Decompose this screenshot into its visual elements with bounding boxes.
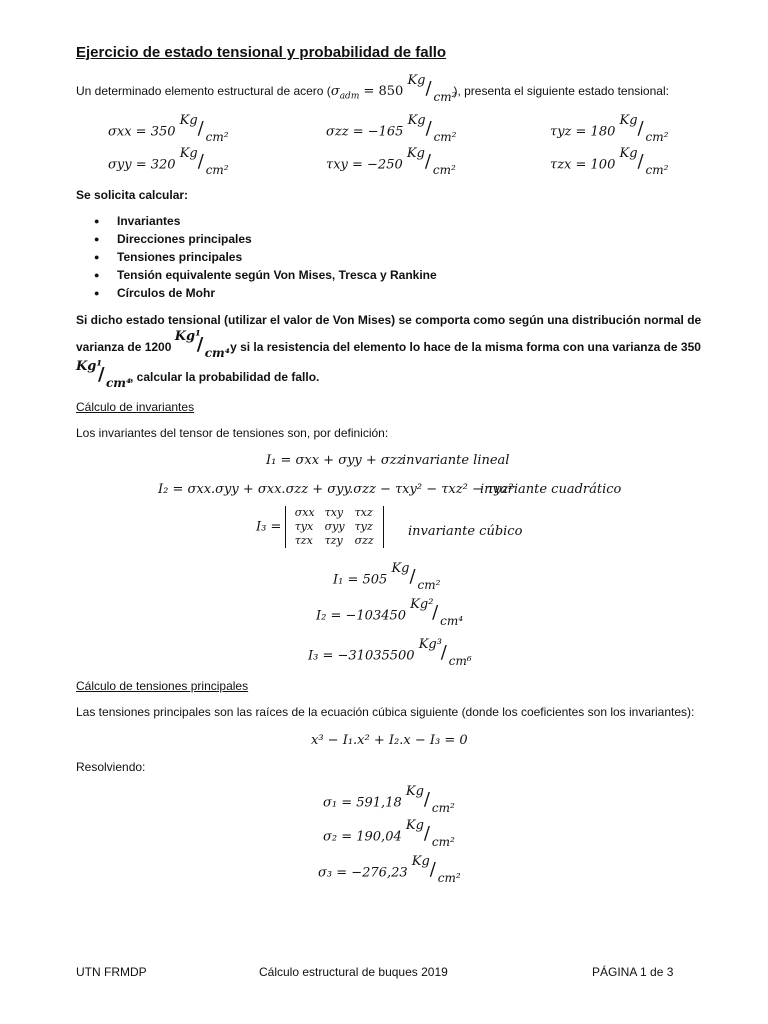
intro-text-after: ), presenta el siguiente estado tensional: <box>453 84 669 99</box>
unit-kg-cm2: Kg / cm² <box>407 73 457 104</box>
cubic-equation: x³ − I₁.x² + I₂.x − I₃ = 0 <box>311 733 468 748</box>
i2-equation: I₂ = σxx.σyy + σxx.σzz + σyy.σzz − τxy² − τxz² − τyz² <box>158 482 514 497</box>
prob-line-3: Kg¹ / cm⁴ , calcular la probabilidad de fallo. <box>76 359 320 390</box>
principal-text: Las tensiones principales son las raíces de la ecuación cúbica siguiente (donde los coeficientes son los invariantes): <box>76 705 695 719</box>
footer-page-number: PÁGINA 1 de 3 <box>592 965 674 979</box>
list-item: ● Tensión equivalente según Von Mises, Tresca y Rankine <box>76 266 437 284</box>
list-item: ● Direcciones principales <box>76 230 437 248</box>
list-item: ● Invariantes <box>76 212 437 230</box>
request-list <box>76 212 437 302</box>
stress-syy: σyy = 320 Kg / cm² <box>108 146 229 177</box>
i1-equation: I₁ = σxx + σyy + σzz <box>266 453 404 468</box>
footer-left: UTN FRMDP <box>76 965 147 979</box>
principal-heading: Cálculo de tensiones principales <box>76 679 249 693</box>
i3-value: I₃ = −31035500 Kg³ / cm⁶ <box>308 637 472 668</box>
stress-txy: τxy = −250 Kg / cm² <box>326 146 456 177</box>
prob-line-2: varianza de 1200 Kg¹ / cm⁴ y si la resistencia del elemento lo hace de la misma forma con una varianza de 350 <box>76 329 701 360</box>
i2-label: invariante cuadrático <box>480 482 622 497</box>
i1-label: invariante lineal <box>402 453 510 468</box>
stress-szz: σzz = −165 Kg / cm² <box>326 113 457 144</box>
prob-line-1: Si dicho estado tensional (utilizar el valor de Von Mises) se comporta como según una distribución normal de <box>76 313 702 327</box>
footer-center: Cálculo estructural de buques 2019 <box>259 965 448 979</box>
intro-line <box>76 73 669 104</box>
sigma1-value: σ₁ = 591,18 Kg / cm² <box>323 784 455 815</box>
stress-sxx: σxx = 350 Kg / cm² <box>108 113 229 144</box>
stress-determinant: σxx τxy τxz τyx σyy τyz τzx τzy σzz <box>285 506 384 548</box>
sigma-adm: $\sigma_{adm} = 850$ <box>330 84 408 102</box>
i3-equation: I₃ = σxx τxy τxz τyx σyy τyz τzx τzy σzz <box>256 506 384 548</box>
list-item: ● Tensiones principales <box>76 248 437 266</box>
invariants-text: Los invariantes del tensor de tensiones son, por definición: <box>76 426 389 440</box>
i2-value: I₂ = −103450 Kg² / cm⁴ <box>316 597 464 628</box>
invariants-heading: Cálculo de invariantes <box>76 400 195 414</box>
stress-tzx: τzx = 100 Kg / cm² <box>550 146 669 177</box>
sigma2-value: σ₂ = 190,04 Kg / cm² <box>323 818 455 849</box>
resolving-text: Resolviendo: <box>76 760 146 774</box>
stress-tyz: τyz = 180 Kg / cm² <box>550 113 669 144</box>
request-heading: Se solicita calcular: <box>76 188 189 202</box>
document-title: Ejercicio de estado tensional y probabilidad de fallo <box>76 44 447 61</box>
i1-value: I₁ = 505 Kg / cm² <box>333 561 441 592</box>
list-item: ● Círculos de Mohr <box>76 284 437 302</box>
i3-label: invariante cúbico <box>408 524 523 539</box>
intro-text-before: Un determinado elemento estructural de acero ( <box>76 84 331 99</box>
sigma3-value: σ₃ = −276,23 Kg / cm² <box>318 854 461 885</box>
